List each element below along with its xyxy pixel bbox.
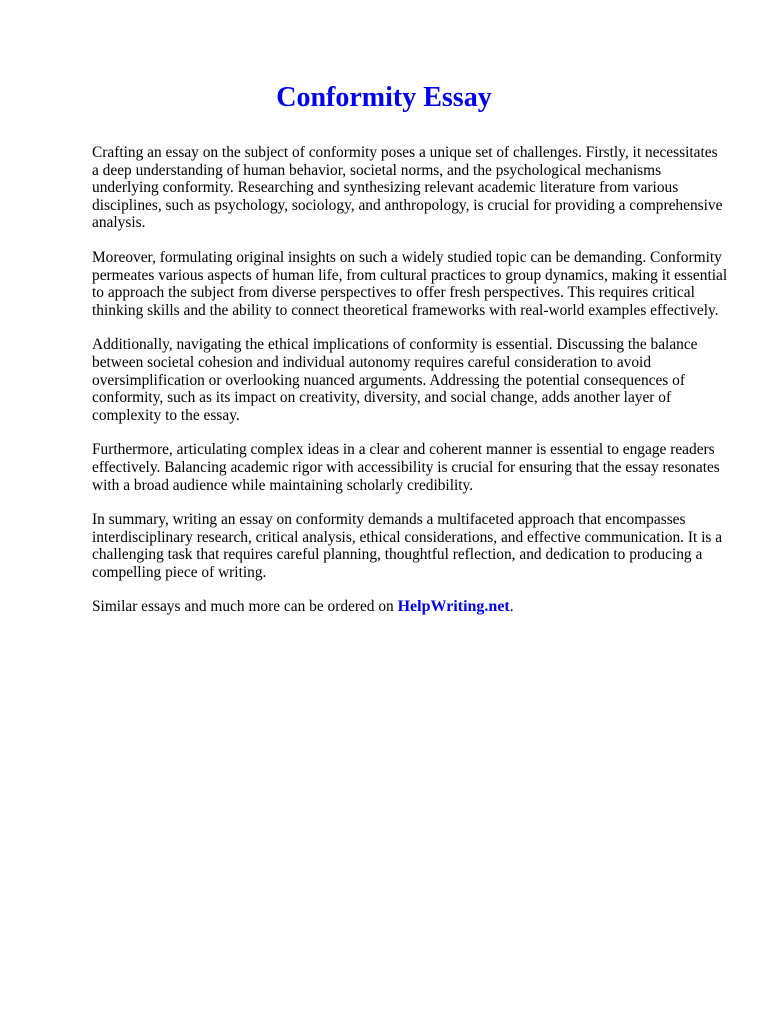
paragraph-5: In summary, writing an essay on conformity demands a multifaceted approach that encompasses interdisciplinary research, critical analysis, ethical considerations, and effective communication. It is a challenging task that requires careful planning, thoughtful reflection, and dedication to producing a compelling piece of writing. xyxy=(92,511,723,581)
paragraph-3: Additionally, navigating the ethical implications of conformity is essential. Discussing the balance between societal cohesion and individual autonomy requires careful consideration to avoid oversimplification or overlooking nuanced arguments. Addressing the potential consequences of conformity, such as its impact on creativity, diversity, and social change, adds another layer of complexity to the essay. xyxy=(92,336,698,424)
document-body xyxy=(92,144,728,616)
document-title: Conformity Essay xyxy=(276,82,492,113)
helpwriting-link[interactable]: HelpWriting.net xyxy=(397,598,510,616)
closing-line xyxy=(92,598,728,616)
closing-prefix: Similar essays and much more can be ordered on xyxy=(92,598,398,616)
closing-suffix: . xyxy=(509,598,514,616)
paragraph-4: Furthermore, articulating complex ideas in a clear and coherent manner is essential to engage readers effectively. Balancing academic rigor with accessibility is crucial for ensuring that the essay resonates with a broad audience while maintaining scholarly credibility. xyxy=(92,441,720,494)
paragraph-1: Crafting an essay on the subject of conformity poses a unique set of challenges. Firstly, it necessitates a deep understanding of human behavior, societal norms, and the psychological mechanisms underlying conformity. Researching and synthesizing relevant academic literature from various disciplines, such as psychology, sociology, and anthropology, is crucial for providing a comprehensive analysis. xyxy=(92,144,723,232)
paragraph-2: Moreover, formulating original insights on such a widely studied topic can be demanding. Conformity permeates various aspects of human life, from cultural practices to group dynamics, making it essential to approach the subject from diverse perspectives to offer fresh perspectives. This requires critical thinking skills and the ability to connect theoretical frameworks with real-world examples effectively. xyxy=(92,248,728,319)
